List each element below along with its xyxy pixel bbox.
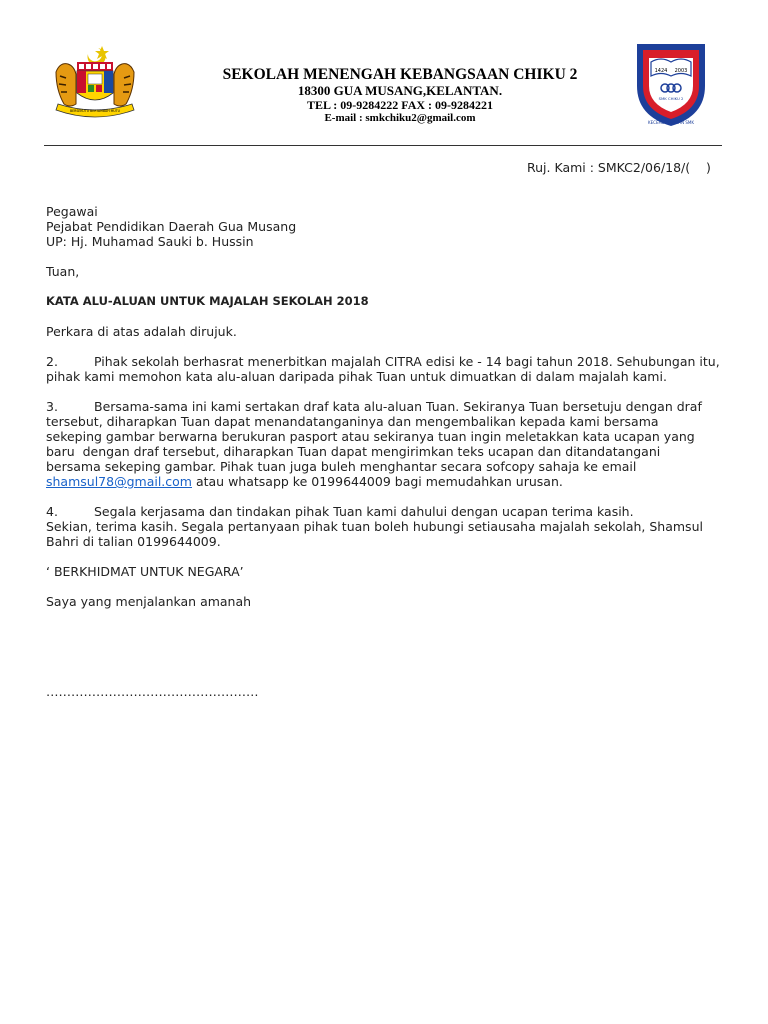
paragraph-4-line-3: Bahri di talian 0199644009. — [46, 534, 221, 549]
paragraph-4-line-2: Sekian, terima kasih. Segala pertanyaan pihak tuan boleh hubungi setiausaha majalah sekolah, Shamsul — [46, 519, 703, 534]
left-logo-motto: BERSEKUTU BERTAMBAH MUTU — [69, 109, 121, 113]
salutation: Tuan, — [46, 264, 80, 279]
closing: Saya yang menjalankan amanah — [46, 594, 252, 609]
crest-year-right: 2003 — [674, 68, 688, 74]
paragraph-1: Perkara di atas adalah dirujuk. — [46, 324, 237, 339]
motto: ‘ BERKHIDMAT UNTUK NEGARA’ — [46, 564, 244, 579]
school-email: E-mail : smkchiku2@gmail.com — [324, 112, 476, 124]
paragraph-3-line-5: bersama sekeping gambar. Pihak tuan juga buleh menghantar secara sofcopy sahaja ke email — [46, 459, 637, 474]
crest-year-left: 1424 — [654, 68, 668, 74]
paragraph-2-line-1: 2. Pihak sekolah berhasrat menerbitkan majalah CITRA edisi ke - 14 bagi tahun 2018. Sehubungan itu, — [46, 354, 720, 369]
paragraph-3-line-1: 3. Bersama-sama ini kami sertakan draf kata alu-aluan Tuan. Sekiranya Tuan bersetuju dengan draf — [46, 399, 702, 414]
paragraph-4-number: 4. — [46, 504, 58, 519]
paragraph-4-line-1: 4. Segala kerjasama dan tindakan pihak Tuan kami dahului dengan ucapan terima kasih. — [46, 504, 634, 519]
paragraph-3-line-4: baru dengan draf tersebut, diharapkan Tuan dapat mengirimkan teks ucapan dan ditandatangani — [46, 444, 661, 459]
paragraph-3-number: 3. — [46, 399, 58, 414]
contact-email-link[interactable]: shamsul78@gmail.com — [46, 474, 192, 489]
header-divider — [44, 145, 722, 146]
school-crest-icon — [631, 40, 711, 128]
letter-subject: KATA ALU-ALUAN UNTUK MAJALAH SEKOLAH 2018 — [46, 294, 369, 308]
paragraph-3-line-2: tersebut, diharapkan Tuan dapat menandatanganinya dan mengembalikan kepada kami bersama — [46, 414, 659, 429]
paragraph-3-line-3: sekeping gambar berwarna berukuran pasport atau sekiranya tuan ingin meletakkan kata ucapan yang — [46, 429, 695, 444]
recipient-attention: UP: Hj. Muhamad Sauki b. Hussin — [46, 234, 254, 249]
school-address: 18300 GUA MUSANG,KELANTAN. — [297, 83, 503, 98]
crest-motto: KECEMERLANGAN SMK — [648, 120, 694, 125]
malaysia-coat-of-arms-icon — [50, 42, 140, 120]
recipient-title: Pegawai — [46, 204, 98, 219]
school-phone-fax: TEL : 09-9284222 FAX : 09-9284221 — [306, 98, 494, 112]
reference-number: Ruj. Kami : SMKC2/06/18/( ) — [527, 160, 711, 175]
signature-line: …………………………………………… — [46, 684, 259, 699]
crest-school-label: SMK CHIKU 2 — [658, 96, 684, 101]
paragraph-2-line-2: pihak kami memohon kata alu-aluan daripada pihak Tuan untuk dimuatkan di dalam majalah kami. — [46, 369, 667, 384]
paragraph-3-line-6: shamsul78@gmail.com atau whatsapp ke 0199644009 bagi memudahkan urusan. — [46, 474, 563, 489]
paragraph-2-number: 2. — [46, 354, 58, 369]
school-name: SEKOLAH MENENGAH KEBANGSAAN CHIKU 2 — [222, 66, 578, 83]
recipient-office: Pejabat Pendidikan Daerah Gua Musang — [46, 219, 297, 234]
